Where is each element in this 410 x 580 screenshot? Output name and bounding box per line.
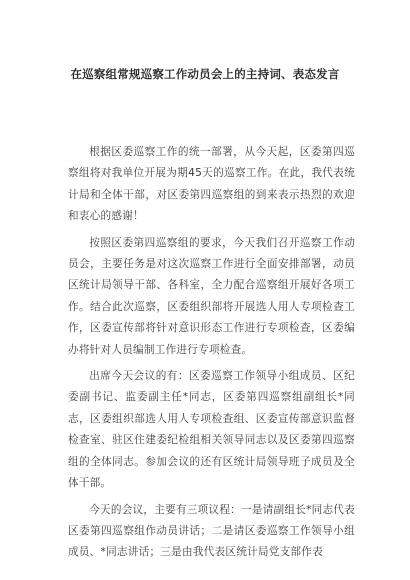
paragraph-2: 按照区委第四巡察组的要求，今天我们召开巡察工作动员会，主要任务是对这次巡察工作进行全面安排部署，动员区统计局领导干部、各科室，全力配合巡察组开展好各项工作。结合此次巡察，区委组织部将开展选人用人专项检查工作，区委宣传部将针对意识形态工作进行专项检查，区委编办将针对人员编制工作进行专项检查。: [68, 236, 355, 356]
paragraph-3: 出席今天会议的有：区委巡察工作领导小组成员、区纪委副书记、监委副主任*同志，区委第四巡察组副组长*同志，区委组织部选人用人专项检查组、区委宣传部意识监督检查室、驻区住建委纪检组相关领导同志以及区委第四巡察组的全体同志。参加会议的还有区统计局领导班子成员及全体干部。: [68, 370, 355, 490]
paragraph-4: 今天的会议，主要有三项议程：一是请副组长*同志代表区委第四巡察组作动员讲话；二是请区委巡察工作领导小组成员、*同志讲话；三是由我代表区统计局党支部作表: [68, 503, 355, 559]
document-title: 在巡察组常规巡察工作动员会上的主持词、表态发言: [70, 67, 340, 81]
document-body: [68, 142, 355, 569]
paragraph-1: 根据区委巡察工作的统一部署，从今天起，区委第四巡察组将对我单位开展为期45天的巡察工作。在此，我代表统计局和全体干部，对区委第四巡察组的到来表示热烈的欢迎和衷心的感谢！: [68, 146, 355, 223]
